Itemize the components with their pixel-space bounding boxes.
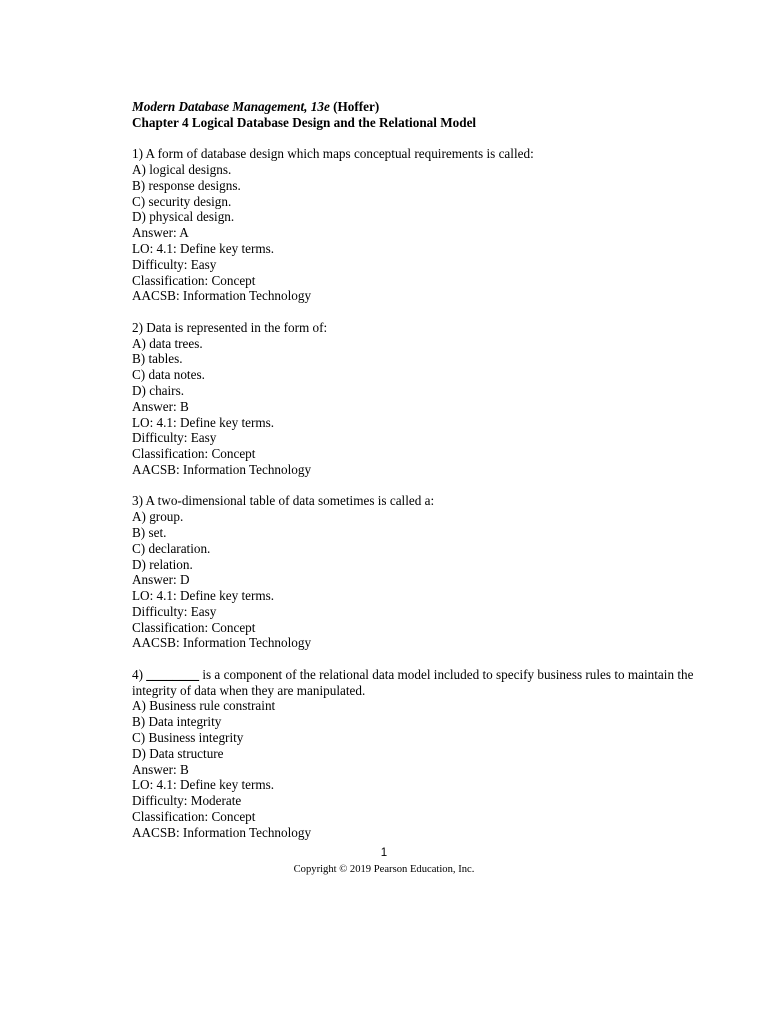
aacsb-line: AACSB: Information Technology xyxy=(132,824,312,840)
aacsb-line: AACSB: Information Technology xyxy=(132,288,312,304)
page-content xyxy=(132,99,732,841)
question-stem: 3) A two-dimensional table of data sometimes is called a: xyxy=(132,493,435,509)
learning-objective: LO: 4.1: Define key terms. xyxy=(132,414,275,430)
option-b: B) Data integrity xyxy=(132,714,222,730)
question-1 xyxy=(132,146,732,304)
option-a: A) logical designs. xyxy=(132,161,232,177)
classification-line: Classification: Concept xyxy=(132,619,256,635)
aacsb-line: AACSB: Information Technology xyxy=(132,635,312,651)
option-a: A) data trees. xyxy=(132,335,203,351)
answer-line: Answer: D xyxy=(132,572,190,588)
classification-line: Classification: Concept xyxy=(132,272,256,288)
question-3 xyxy=(132,493,732,651)
option-b: B) response designs. xyxy=(132,177,241,193)
page-number: 1 xyxy=(380,847,388,859)
difficulty-line: Difficulty: Easy xyxy=(132,430,217,446)
book-author: (Hoffer) xyxy=(329,99,380,114)
option-b: B) tables. xyxy=(132,351,183,367)
question-stem xyxy=(132,667,732,699)
question-stem: 2) Data is represented in the form of: xyxy=(132,319,328,335)
classification-line: Classification: Concept xyxy=(132,809,256,825)
option-a: A) group. xyxy=(132,509,184,525)
book-header xyxy=(132,99,732,115)
learning-objective: LO: 4.1: Define key terms. xyxy=(132,240,275,256)
question-stem: 1) A form of database design which maps conceptual requirements is called: xyxy=(132,146,534,162)
fill-in-blank: ________ xyxy=(146,666,200,682)
difficulty-line: Difficulty: Easy xyxy=(132,603,217,619)
learning-objective: LO: 4.1: Define key terms. xyxy=(132,588,275,604)
option-c: C) Business integrity xyxy=(132,730,244,746)
header-spacer xyxy=(132,131,732,147)
question-number: 4) xyxy=(132,666,147,682)
option-c: C) data notes. xyxy=(132,367,205,383)
option-c: C) declaration. xyxy=(132,540,211,556)
answer-line: Answer: A xyxy=(132,225,189,241)
option-b: B) set. xyxy=(132,524,167,540)
option-d: D) Data structure xyxy=(132,745,224,761)
answer-line: Answer: B xyxy=(132,398,189,414)
chapter-title: Chapter 4 Logical Database Design and the Relational Model xyxy=(132,114,477,130)
option-a: A) Business rule constraint xyxy=(132,698,276,714)
aacsb-line: AACSB: Information Technology xyxy=(132,461,312,477)
option-d: D) chairs. xyxy=(132,382,184,398)
question-4 xyxy=(132,667,732,841)
learning-objective: LO: 4.1: Define key terms. xyxy=(132,777,275,793)
question-2 xyxy=(132,320,732,478)
answer-line: Answer: B xyxy=(132,761,189,777)
classification-line: Classification: Concept xyxy=(132,446,256,462)
difficulty-line: Difficulty: Easy xyxy=(132,256,217,272)
option-c: C) security design. xyxy=(132,193,232,209)
option-d: D) physical design. xyxy=(132,209,235,225)
book-title: Modern Database Management, 13e xyxy=(132,99,330,114)
option-d: D) relation. xyxy=(132,556,193,572)
question-stem-text: is a component of the relational data model included to specify business rules to maintain the integrity of data when they are manipulated. xyxy=(132,666,694,698)
difficulty-line: Difficulty: Moderate xyxy=(132,793,242,809)
copyright-notice: Copyright © 2019 Pearson Education, Inc. xyxy=(293,864,475,875)
